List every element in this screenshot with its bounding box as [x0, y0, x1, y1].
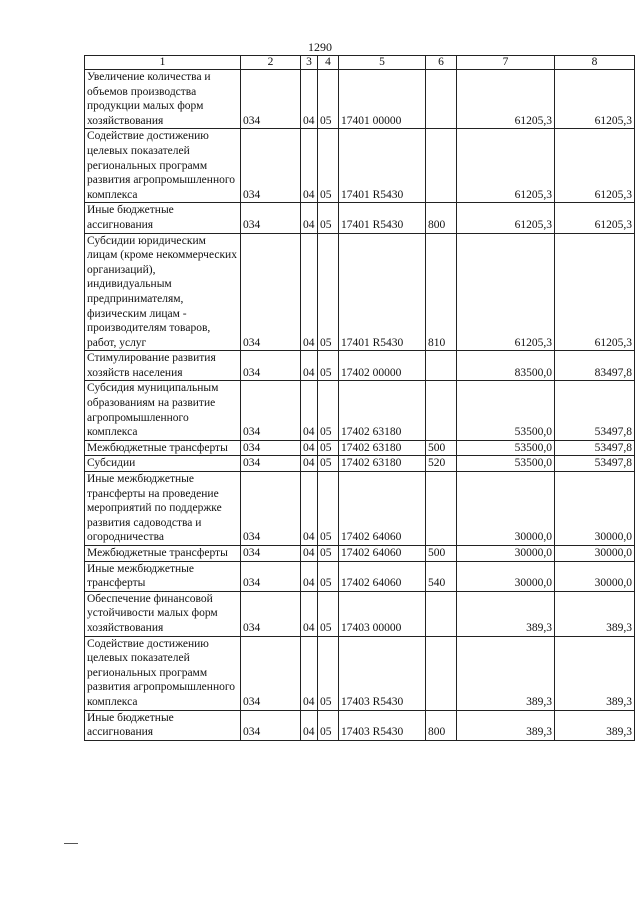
row-name-cell: Иные бюджетные ассигнования	[85, 710, 241, 740]
table-row	[85, 440, 635, 456]
row-subsection-cell: 05	[318, 472, 339, 546]
row-target-article-cell: 17403 R5430	[339, 636, 426, 710]
column-header: 3	[301, 56, 318, 70]
row-code-cell: 034	[241, 472, 301, 546]
row-amount-cell: 389,3	[457, 591, 555, 636]
row-name-cell: Обеспечение финансовой устойчивости малых форм хозяйствования	[85, 591, 241, 636]
scan-artifact-dash	[64, 843, 78, 844]
row-amount-cell: 61205,3	[555, 70, 635, 129]
row-target-article-cell: 17401 R5430	[339, 233, 426, 351]
table-row	[85, 546, 635, 562]
row-name-cell: Иные межбюджетные трансферты на проведение мероприятий по поддержке развития садоводства и огородничества	[85, 472, 241, 546]
row-amount-cell: 61205,3	[555, 203, 635, 233]
row-name-cell: Межбюджетные трансферты	[85, 440, 241, 456]
row-expense-type-cell	[426, 472, 457, 546]
table-row	[85, 591, 635, 636]
row-amount-cell: 61205,3	[457, 70, 555, 129]
row-subsection-cell: 05	[318, 636, 339, 710]
budget-table	[84, 55, 635, 741]
row-expense-type-cell: 800	[426, 710, 457, 740]
row-target-article-cell: 17401 R5430	[339, 203, 426, 233]
row-section-cell: 04	[301, 636, 318, 710]
row-section-cell: 04	[301, 440, 318, 456]
row-amount-cell: 53500,0	[457, 456, 555, 472]
row-name-cell: Иные бюджетные ассигнования	[85, 203, 241, 233]
row-section-cell: 04	[301, 546, 318, 562]
row-name-cell: Межбюджетные трансферты	[85, 546, 241, 562]
row-section-cell: 04	[301, 129, 318, 203]
row-section-cell: 04	[301, 203, 318, 233]
row-target-article-cell: 17402 64060	[339, 546, 426, 562]
row-code-cell: 034	[241, 381, 301, 440]
row-target-article-cell: 17403 R5430	[339, 710, 426, 740]
row-code-cell: 034	[241, 233, 301, 351]
row-section-cell: 04	[301, 70, 318, 129]
table-row	[85, 351, 635, 381]
row-code-cell: 034	[241, 203, 301, 233]
column-header: 1	[85, 56, 241, 70]
column-header: 4	[318, 56, 339, 70]
row-code-cell: 034	[241, 129, 301, 203]
row-expense-type-cell: 520	[426, 456, 457, 472]
row-code-cell: 034	[241, 636, 301, 710]
row-subsection-cell: 05	[318, 440, 339, 456]
row-subsection-cell: 05	[318, 70, 339, 129]
row-name-cell: Стимулирование развития хозяйств населения	[85, 351, 241, 381]
row-amount-cell: 53500,0	[457, 440, 555, 456]
row-amount-cell: 83500,0	[457, 351, 555, 381]
table-row	[85, 710, 635, 740]
row-amount-cell: 61205,3	[457, 203, 555, 233]
row-amount-cell: 61205,3	[457, 233, 555, 351]
row-amount-cell: 30000,0	[555, 546, 635, 562]
table-row	[85, 636, 635, 710]
row-amount-cell: 61205,3	[555, 129, 635, 203]
row-code-cell: 034	[241, 440, 301, 456]
row-section-cell: 04	[301, 456, 318, 472]
row-expense-type-cell: 500	[426, 546, 457, 562]
table-row	[85, 203, 635, 233]
row-amount-cell: 30000,0	[457, 546, 555, 562]
table-row	[85, 456, 635, 472]
row-target-article-cell: 17403 00000	[339, 591, 426, 636]
table-row	[85, 561, 635, 591]
row-amount-cell: 389,3	[457, 636, 555, 710]
table-row	[85, 129, 635, 203]
row-name-cell: Увеличение количества и объемов производства продукции малых форм хозяйствования	[85, 70, 241, 129]
row-target-article-cell: 17402 00000	[339, 351, 426, 381]
table-row	[85, 381, 635, 440]
column-header: 7	[457, 56, 555, 70]
row-section-cell: 04	[301, 233, 318, 351]
row-target-article-cell: 17401 00000	[339, 70, 426, 129]
row-section-cell: 04	[301, 710, 318, 740]
row-target-article-cell: 17401 R5430	[339, 129, 426, 203]
row-amount-cell: 53497,8	[555, 456, 635, 472]
row-subsection-cell: 05	[318, 591, 339, 636]
row-amount-cell: 53500,0	[457, 381, 555, 440]
row-amount-cell: 30000,0	[457, 561, 555, 591]
row-expense-type-cell: 500	[426, 440, 457, 456]
row-amount-cell: 53497,8	[555, 440, 635, 456]
row-subsection-cell: 05	[318, 381, 339, 440]
row-subsection-cell: 05	[318, 561, 339, 591]
row-name-cell: Субсидии юридическим лицам (кроме некоммерческих организаций), индивидуальным предпринимателям, физическим лицам - производителям товаров, работ, услуг	[85, 233, 241, 351]
row-code-cell: 034	[241, 456, 301, 472]
row-expense-type-cell	[426, 591, 457, 636]
row-subsection-cell: 05	[318, 456, 339, 472]
row-expense-type-cell: 810	[426, 233, 457, 351]
row-code-cell: 034	[241, 351, 301, 381]
table-row	[85, 70, 635, 129]
row-subsection-cell: 05	[318, 233, 339, 351]
column-header: 8	[555, 56, 635, 70]
row-code-cell: 034	[241, 561, 301, 591]
row-subsection-cell: 05	[318, 710, 339, 740]
row-target-article-cell: 17402 63180	[339, 440, 426, 456]
row-code-cell: 034	[241, 710, 301, 740]
table-row	[85, 233, 635, 351]
row-expense-type-cell	[426, 636, 457, 710]
row-amount-cell: 30000,0	[555, 561, 635, 591]
row-expense-type-cell: 540	[426, 561, 457, 591]
row-expense-type-cell	[426, 129, 457, 203]
column-header: 5	[339, 56, 426, 70]
row-expense-type-cell: 800	[426, 203, 457, 233]
row-amount-cell: 30000,0	[457, 472, 555, 546]
row-target-article-cell: 17402 64060	[339, 561, 426, 591]
page-number: 1290	[308, 40, 332, 54]
row-section-cell: 04	[301, 351, 318, 381]
row-target-article-cell: 17402 63180	[339, 381, 426, 440]
row-code-cell: 034	[241, 70, 301, 129]
row-section-cell: 04	[301, 591, 318, 636]
row-expense-type-cell	[426, 381, 457, 440]
row-code-cell: 034	[241, 546, 301, 562]
table-row	[85, 472, 635, 546]
row-target-article-cell: 17402 64060	[339, 472, 426, 546]
row-subsection-cell: 05	[318, 129, 339, 203]
row-expense-type-cell	[426, 351, 457, 381]
row-subsection-cell: 05	[318, 203, 339, 233]
row-subsection-cell: 05	[318, 546, 339, 562]
row-amount-cell: 53497,8	[555, 381, 635, 440]
column-header: 2	[241, 56, 301, 70]
row-target-article-cell: 17402 63180	[339, 456, 426, 472]
row-name-cell: Иные межбюджетные трансферты	[85, 561, 241, 591]
row-name-cell: Субсидии	[85, 456, 241, 472]
row-code-cell: 034	[241, 591, 301, 636]
row-expense-type-cell	[426, 70, 457, 129]
row-section-cell: 04	[301, 472, 318, 546]
row-amount-cell: 389,3	[555, 710, 635, 740]
row-section-cell: 04	[301, 561, 318, 591]
row-amount-cell: 61205,3	[555, 233, 635, 351]
row-amount-cell: 61205,3	[457, 129, 555, 203]
row-name-cell: Содействие достижению целевых показателей региональных программ развития агропромышленного комплекса	[85, 636, 241, 710]
row-name-cell: Содействие достижению целевых показателей региональных программ развития агропромышленного комплекса	[85, 129, 241, 203]
row-amount-cell: 30000,0	[555, 472, 635, 546]
row-amount-cell: 83497,8	[555, 351, 635, 381]
row-amount-cell: 389,3	[555, 591, 635, 636]
row-name-cell: Субсидия муниципальным образованиям на развитие агропромышленного комплекса	[85, 381, 241, 440]
column-header: 6	[426, 56, 457, 70]
row-section-cell: 04	[301, 381, 318, 440]
table-header-row	[85, 56, 635, 70]
row-subsection-cell: 05	[318, 351, 339, 381]
row-amount-cell: 389,3	[555, 636, 635, 710]
row-amount-cell: 389,3	[457, 710, 555, 740]
